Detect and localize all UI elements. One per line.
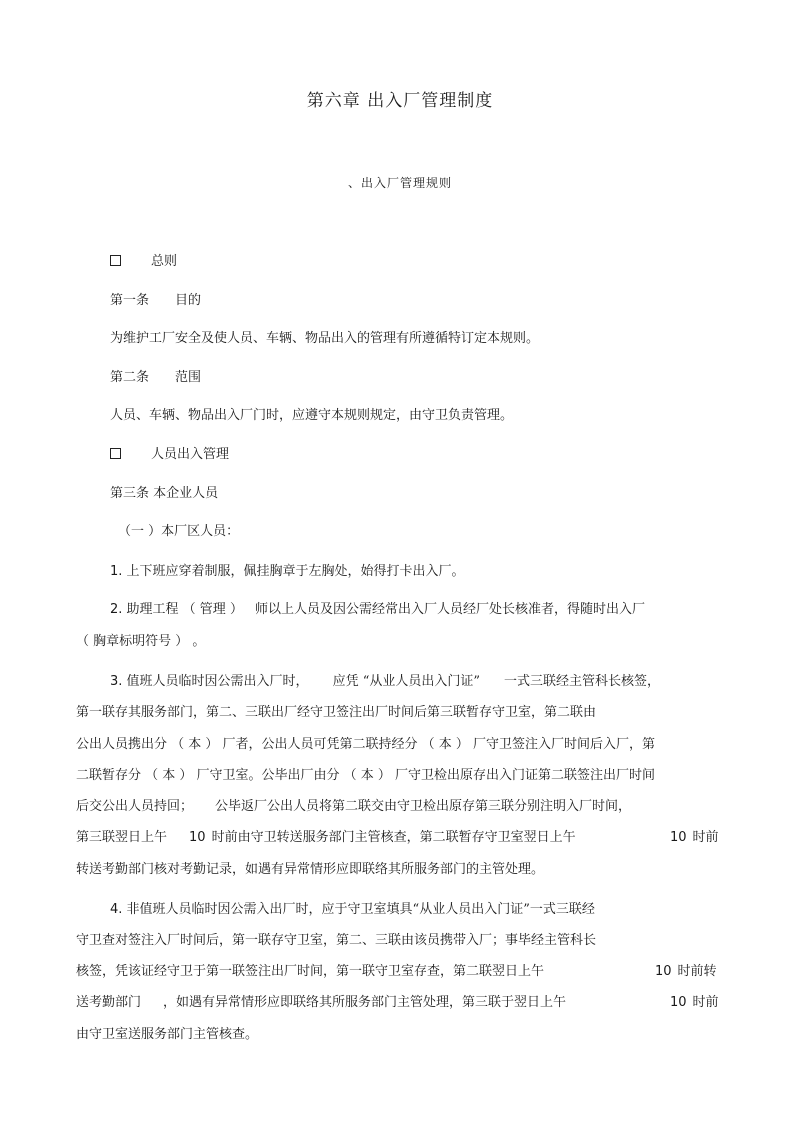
article-2-number: 第二条 (110, 370, 150, 385)
item-2-text-a: 助理工程 （ 管理 ） (126, 602, 243, 617)
item-3-line-3: 公出人员携出分 （ 本 ） 厂者，公出人员可凭第二联持经分 （ 本 ） 厂守卫签注入厂时间后入厂，第 (76, 737, 656, 752)
item-4-line-4-a: 送考勤部门 (76, 995, 142, 1010)
item-3-text-b: 应凭 “从业人员出入门证” (332, 674, 480, 689)
article-1-heading (110, 292, 201, 310)
rules-subtitle: 、出入厂管理规则 (347, 176, 452, 190)
item-3-line-6-a: 第三联翌日上午 (76, 830, 168, 845)
item-4-line-2: 守卫查对签注入厂时间后，第一联存守卫室，第二、三联由该员携带入厂；事毕经主管科长 (76, 933, 597, 948)
item-3-line-6-hour-1: 10 (189, 830, 206, 845)
item-1-number: 1. (110, 564, 123, 579)
item-3-line-4: 二联暂存分 （ 本 ） 厂守卫室。公毕出厂由分 （ 本 ） 厂守卫检出原存出入门证第二联签注出厂时间 (76, 768, 656, 783)
article-2-heading (110, 369, 201, 387)
checkbox-square-icon (110, 448, 121, 459)
article-1-topic: 目的 (175, 293, 202, 308)
item-4-line-3-c: 时前转 (677, 964, 717, 979)
article-1-text: 为维护工厂安全及使人员、车辆、物品出入的管理有所遵循特订定本规则。 (110, 331, 540, 346)
item-3-line-5-b: 公毕返厂公出人员将第二联交由守卫检出原存第三联分别注明入厂时间， (215, 799, 632, 814)
checkbox-square-icon (110, 255, 121, 266)
article-2-text: 人员、车辆、物品出入厂门时，应遵守本规则规定，由守卫负责管理。 (110, 408, 514, 423)
item-4-line-4-b: ，如遇有异常情形应即联络其所服务部门主管处理，第三联于翌日上午 (163, 995, 567, 1010)
item-4-line-3: 核签，凭该证经守卫于第一联签注出厂时间，第一联守卫室存查，第二联翌日上午 (76, 964, 545, 979)
item-4-line-4-tail (670, 994, 719, 1012)
item-4-line-4-hour: 10 (670, 995, 687, 1010)
item-3-number: 3. (110, 674, 123, 689)
item-3-line-5 (76, 798, 631, 816)
item-3-line-6 (76, 829, 576, 847)
item-1 (110, 563, 465, 581)
item-2-text-b: 师以上人员及因公需经常出入厂人员经厂处长核准者，得随时出入厂 (254, 602, 645, 617)
article-3-sub1: （一 ）本厂区人员： (118, 524, 240, 539)
chapter-title: 第六章 出入厂管理制度 (306, 91, 494, 111)
item-4-line-3-hour: 10 (655, 964, 672, 979)
item-4-line-5: 由守卫室送服务部门主管核查。 (76, 1027, 259, 1042)
item-4-line-4-d: 时前 (692, 995, 719, 1010)
item-3-line-5-a: 后交公出人员持回； (76, 799, 194, 814)
item-2-line-1 (110, 601, 645, 619)
section-general-label: 总则 (151, 254, 178, 269)
item-3-line-6-hour-2: 10 (670, 830, 687, 845)
item-4-line-3-tail (655, 963, 717, 981)
item-3-text-c: 一式三联经主管科长核签， (504, 674, 661, 689)
item-3-line-6-tail (670, 829, 719, 847)
item-2-number: 2. (110, 602, 123, 617)
item-3-line-1 (110, 673, 660, 691)
article-1-number: 第一条 (110, 293, 150, 308)
section-general (110, 253, 177, 271)
item-3-line-7: 转送考勤部门核对考勤记录，如遇有异常情形应即联络其所服务部门的主管处理。 (76, 862, 545, 877)
item-3-text-a: 值班人员临时因公需出入厂时， (126, 674, 309, 689)
item-4-number: 4. (110, 902, 123, 917)
section-personnel (110, 446, 229, 464)
item-1-text: 上下班应穿着制服，佩挂胸章于左胸处，始得打卡出入厂。 (126, 564, 465, 579)
section-personnel-label: 人员出入管理 (151, 447, 230, 462)
article-2-topic: 范围 (175, 370, 202, 385)
item-3-line-2: 第一联存其服务部门，第二、三联出厂经守卫签注出厂时间后第三联暂存守卫室，第二联由 (76, 705, 597, 720)
item-4-line-4 (76, 994, 566, 1012)
item-4-text: 非值班人员临时因公需入出厂时，应于守卫室填具“从业人员出入门证”一式三联经 (126, 902, 595, 917)
item-4-line-1 (110, 901, 595, 919)
article-3-heading: 第三条 本企业人员 (110, 486, 219, 501)
item-3-line-6-e: 时前 (692, 830, 719, 845)
item-2-line-2: （ 胸章标明符号 ） 。 (76, 634, 206, 649)
item-3-line-6-c: 时前由守卫转送服务部门主管核查，第二联暂存守卫室翌日上午 (211, 830, 576, 845)
